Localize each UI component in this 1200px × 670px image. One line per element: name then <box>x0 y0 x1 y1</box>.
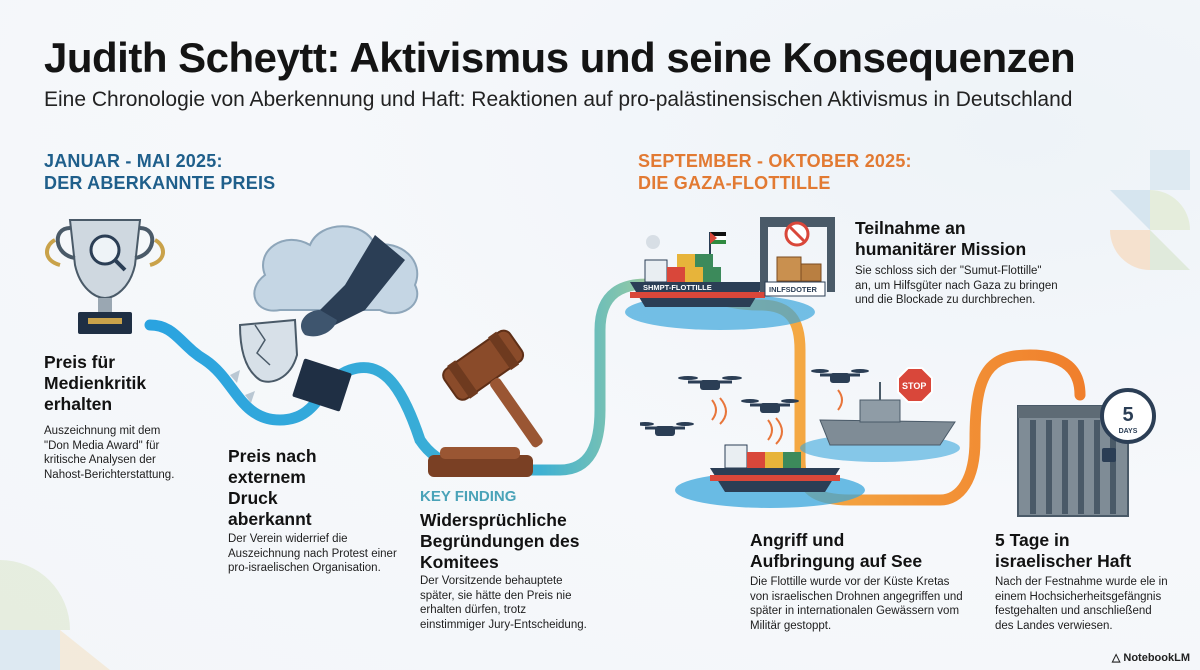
award-card-body <box>44 424 174 482</box>
flotilla-ship-icon <box>625 212 850 332</box>
finding-title-line: Widersprüchliche <box>420 510 567 530</box>
days-number: 5 <box>1122 404 1134 426</box>
award-card-title <box>44 352 146 415</box>
trophy-plaque <box>88 318 122 324</box>
key-finding-label: KEY FINDING <box>420 488 517 505</box>
mission-body-line: und die Blockade zu durchbrechen. <box>855 294 1036 306</box>
drone-icon <box>678 376 742 390</box>
award-title-line: erhalten <box>44 394 113 414</box>
finding-title-line: Komitees <box>420 552 499 572</box>
attack-title-line: Angriff und <box>750 530 845 550</box>
revoked-title-line: Preis nach <box>228 446 317 466</box>
section-date-prize: JANUAR - MAI 2025: <box>44 151 223 171</box>
signal-waves <box>838 390 842 410</box>
container <box>695 254 713 267</box>
notebooklm-credit <box>1112 651 1190 664</box>
notebooklm-icon: △ <box>1111 652 1121 664</box>
detention-card-title <box>995 530 1131 572</box>
container <box>677 254 695 267</box>
shard <box>230 370 240 383</box>
smoke <box>646 235 660 249</box>
drone-icon <box>741 399 799 413</box>
detention-title-line: israelischer Haft <box>995 551 1132 571</box>
mission-title-line: humanitärer Mission <box>855 239 1027 259</box>
prison-bar <box>1078 420 1084 514</box>
section-heading-prize: DER ABERKANNTE PREIS <box>44 173 276 193</box>
trophy-icon <box>40 210 170 340</box>
aid-box <box>801 264 821 281</box>
detention-body-line: Nach der Festnahme wurde ele in <box>995 576 1168 588</box>
magnifier-lens <box>91 236 119 264</box>
container <box>747 452 765 468</box>
stop-text: STOP <box>902 381 927 391</box>
finding-body-line: Der Vorsitzende behauptete <box>420 575 563 587</box>
trophy-stem <box>98 298 112 312</box>
ship-label: SHMPT-FLOTTILLE <box>643 283 712 292</box>
prison-icon <box>1010 388 1160 520</box>
revoked-body-line: pro-israelischen Organisation. <box>228 562 381 574</box>
mission-card-body <box>855 264 1058 308</box>
detention-body-line: einem Hochsicherheitsgefängnis <box>995 590 1162 603</box>
section-heading-flotilla: DIE GAZA-FLOTTILLE <box>638 173 831 193</box>
signal-waves <box>768 418 782 444</box>
revoked-title-line: Druck <box>228 488 278 508</box>
attack-card-title <box>750 530 922 572</box>
finding-body-line: einstimmiger Jury-Entscheidung. <box>420 618 587 631</box>
revoked-title-line: aberkannt <box>228 509 312 529</box>
section-title-prize <box>44 150 275 194</box>
broken-trophy-icon <box>225 215 440 430</box>
revoked-card-title <box>228 446 317 530</box>
prison-bar <box>1094 420 1100 514</box>
signal-waves <box>712 398 726 424</box>
award-body-line: Nahost-Berichterstattung. <box>44 468 175 481</box>
gavel-icon <box>420 315 560 485</box>
detention-card-body <box>995 575 1168 633</box>
attack-body-line: Militär gestoppt. <box>750 619 832 632</box>
ship-stripe <box>630 292 765 298</box>
award-body-line: kritische Analysen der <box>44 454 156 466</box>
lock-icon <box>1102 448 1116 462</box>
days-label: DAYS <box>1118 428 1138 435</box>
prison-bar <box>1046 420 1052 514</box>
section-date-flotilla: SEPTEMBER - OKTOBER 2025: <box>638 151 912 171</box>
attack-scene-icon <box>640 360 960 530</box>
detention-body-line: festgehalten und anschließend <box>995 605 1152 617</box>
mission-body-line: Sie schloss sich der "Sumut-Flottille" <box>855 265 1042 277</box>
gate-post <box>827 217 835 292</box>
mission-title-line: Teilnahme an <box>855 218 966 238</box>
aid-label: INLFSDOTER <box>769 285 817 294</box>
drone-icon <box>640 422 694 436</box>
award-body-line: "Don Media Award" für <box>44 439 160 452</box>
detention-body-line: des Landes verwiesen. <box>995 619 1113 632</box>
cargo-cabin <box>725 445 747 468</box>
gate-post <box>760 217 768 292</box>
gavel-handle <box>489 376 545 448</box>
shard <box>245 391 255 403</box>
mission-body-line: an, um Hilfsgüter nach Gaza zu bringen <box>855 279 1058 292</box>
section-title-flotilla <box>638 150 912 194</box>
credit-text: NotebookLM <box>1123 652 1190 664</box>
container <box>765 452 783 468</box>
container <box>783 452 801 468</box>
finding-card-body <box>420 574 587 632</box>
attack-card-body <box>750 575 963 633</box>
detention-title-line: 5 Tage in <box>995 530 1070 550</box>
finding-body-line: später, sie hätte den Preis nie <box>420 589 572 602</box>
attack-body-line: Die Flottille wurde vor der Küste Kretas <box>750 576 950 588</box>
cargo-ship-stripe <box>710 475 840 481</box>
attack-body-line: von israelischen Drohnen angegriffen und <box>750 590 963 603</box>
revoked-body-line: Auszeichnung nach Protest einer <box>228 547 397 560</box>
container <box>685 267 703 282</box>
finding-title-line: Begründungen des <box>420 531 580 551</box>
finding-card-title <box>420 510 579 573</box>
prison-bar <box>1030 420 1036 514</box>
award-title-line: Preis für <box>44 352 115 372</box>
ship-cabin <box>645 260 667 282</box>
finding-body-line: erhalten dürfen, trotz <box>420 604 527 616</box>
prison-bar <box>1062 420 1068 514</box>
gavel-block-top <box>440 447 520 459</box>
container <box>703 267 721 282</box>
page-subtitle: Eine Chronologie von Aberkennung und Haft: Reaktionen auf pro-palästinensischen Aktivismus in Deutschland <box>44 88 1073 111</box>
mission-card-title <box>855 218 1026 260</box>
broken-cup <box>240 320 297 382</box>
revoked-body-line: Der Verein widerrief die <box>228 533 348 545</box>
attack-title-line: Aufbringung auf See <box>750 551 923 571</box>
revoked-title-line: externem <box>228 467 306 487</box>
warship-hull <box>820 420 955 445</box>
broken-trophy-base <box>292 358 352 411</box>
award-title-line: Medienkritik <box>44 373 147 393</box>
award-body-line: Auszeichnung mit dem <box>44 425 161 437</box>
attack-body-line: später in internationalen Gewässern vom <box>750 605 960 617</box>
page-title: Judith Scheytt: Aktivismus und seine Konsequenzen <box>44 34 1076 81</box>
warship-tower <box>860 400 900 422</box>
container <box>667 267 685 282</box>
revoked-card-body <box>228 532 397 576</box>
aid-box <box>777 257 801 281</box>
drone-icon <box>811 369 869 383</box>
